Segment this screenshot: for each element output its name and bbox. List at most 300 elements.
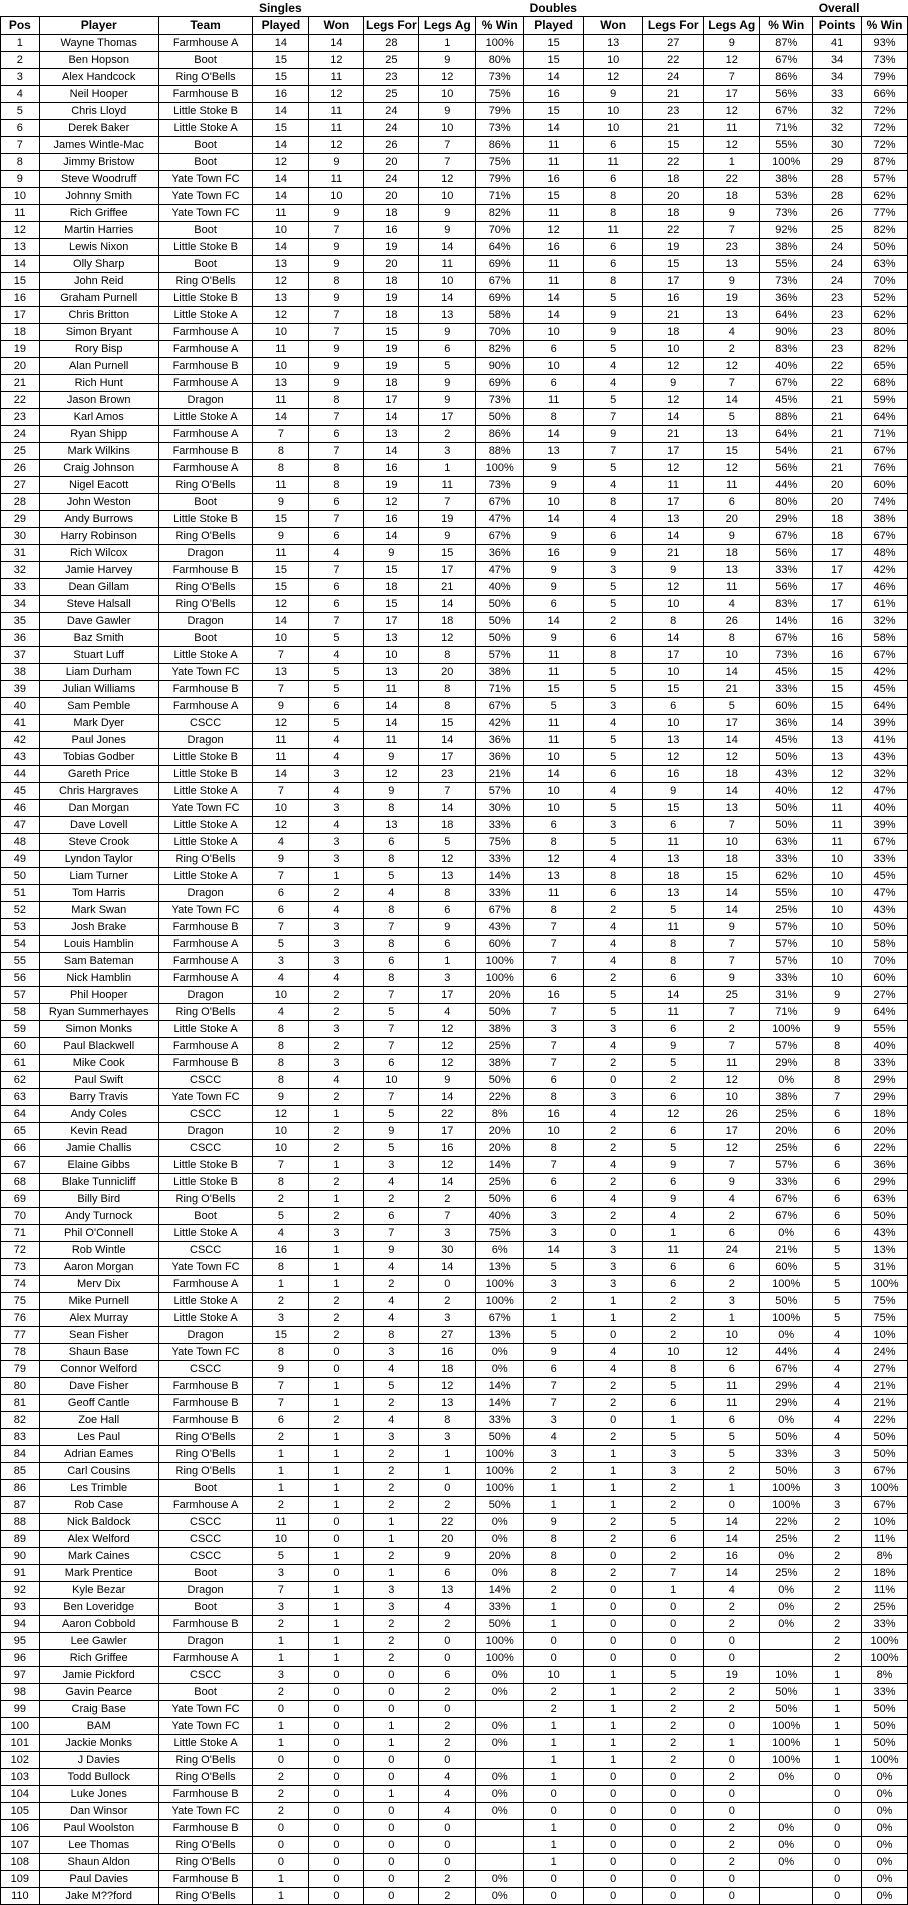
cell-player: Harry Robinson [39, 528, 158, 545]
cell-singles-played: 8 [253, 1174, 309, 1191]
cell-pos: 48 [1, 834, 40, 851]
cell-player: Ben Hopson [39, 52, 158, 69]
cell-doubles-played: 11 [524, 664, 584, 681]
cell-player: Jimmy Bristow [39, 154, 158, 171]
cell-overall-points: 15 [813, 681, 862, 698]
cell-doubles-legs-ag: 6 [704, 1259, 760, 1276]
cell-doubles-legs-for: 0 [643, 1633, 704, 1650]
cell-pos: 94 [1, 1616, 40, 1633]
cell-singles-legs-ag: 2 [419, 1718, 476, 1735]
cell-doubles-won: 0 [584, 1548, 643, 1565]
cell-player: Barry Travis [39, 1089, 158, 1106]
table-row [1, 579, 908, 596]
cell-doubles-won: 8 [584, 868, 643, 885]
cell-singles-won: 7 [309, 613, 364, 630]
cell-singles-won: 1 [309, 1616, 364, 1633]
cell-pos: 42 [1, 732, 40, 749]
group-overall: Overall [813, 0, 908, 17]
cell-team: Farmhouse B [158, 86, 253, 103]
cell-doubles-won: 4 [584, 953, 643, 970]
cell-doubles-legs-for: 0 [643, 1786, 704, 1803]
cell-team: Farmhouse A [158, 698, 253, 715]
cell-doubles-legs-for: 0 [643, 1769, 704, 1786]
cell-singles-win-pct [476, 1820, 524, 1837]
cell-doubles-win-pct: 53% [760, 188, 813, 205]
cell-singles-legs-ag: 2 [419, 1871, 476, 1888]
cell-singles-legs-for: 16 [364, 460, 419, 477]
table-row [1, 69, 908, 86]
cell-overall-points: 1 [813, 1701, 862, 1718]
cell-doubles-played: 13 [524, 868, 584, 885]
cell-singles-legs-ag: 12 [419, 69, 476, 86]
cell-doubles-legs-ag: 0 [704, 1752, 760, 1769]
cell-pos: 59 [1, 1021, 40, 1038]
cell-doubles-legs-for: 5 [643, 1429, 704, 1446]
table-row [1, 358, 908, 375]
cell-singles-legs-ag: 16 [419, 1344, 476, 1361]
cell-doubles-won: 6 [584, 239, 643, 256]
cell-singles-legs-for: 4 [364, 1174, 419, 1191]
cell-doubles-legs-for: 11 [643, 477, 704, 494]
cell-pos: 75 [1, 1293, 40, 1310]
cell-player: Mark Dyer [39, 715, 158, 732]
cell-player: Stuart Luff [39, 647, 158, 664]
cell-doubles-won: 5 [584, 341, 643, 358]
cell-doubles-legs-ag: 10 [704, 1089, 760, 1106]
cell-singles-played: 2 [253, 1769, 309, 1786]
cell-singles-won: 2 [309, 1310, 364, 1327]
cell-doubles-win-pct: 57% [760, 1038, 813, 1055]
cell-pos: 33 [1, 579, 40, 596]
cell-singles-legs-for: 5 [364, 1106, 419, 1123]
cell-overall-win-pct: 21% [862, 1378, 908, 1395]
cell-doubles-won: 3 [584, 562, 643, 579]
cell-player: John Weston [39, 494, 158, 511]
cell-overall-win-pct: 8% [862, 1667, 908, 1684]
cell-singles-played: 1 [253, 1735, 309, 1752]
cell-player: Elaine Gibbs [39, 1157, 158, 1174]
cell-doubles-won: 1 [584, 1446, 643, 1463]
cell-doubles-legs-for: 16 [643, 290, 704, 307]
cell-singles-played: 4 [253, 1004, 309, 1021]
cell-doubles-legs-ag: 20 [704, 511, 760, 528]
cell-overall-points: 2 [813, 1633, 862, 1650]
cell-singles-legs-for: 9 [364, 749, 419, 766]
cell-pos: 89 [1, 1531, 40, 1548]
cell-overall-win-pct: 0% [862, 1786, 908, 1803]
cell-singles-win-pct: 73% [476, 120, 524, 137]
cell-pos: 60 [1, 1038, 40, 1055]
cell-doubles-win-pct: 50% [760, 1293, 813, 1310]
cell-singles-legs-ag: 15 [419, 545, 476, 562]
cell-player: Jamie Pickford [39, 1667, 158, 1684]
cell-doubles-win-pct: 10% [760, 1667, 813, 1684]
cell-doubles-won: 1 [584, 1480, 643, 1497]
cell-doubles-won: 4 [584, 783, 643, 800]
cell-doubles-legs-ag: 15 [704, 868, 760, 885]
cell-pos: 41 [1, 715, 40, 732]
cell-doubles-win-pct: 64% [760, 426, 813, 443]
cell-doubles-legs-for: 14 [643, 409, 704, 426]
cell-singles-win-pct: 50% [476, 1191, 524, 1208]
cell-doubles-legs-ag: 4 [704, 1582, 760, 1599]
cell-player: Zoe Hall [39, 1412, 158, 1429]
cell-player: Jackie Monks [39, 1735, 158, 1752]
cell-doubles-legs-for: 9 [643, 1157, 704, 1174]
cell-doubles-played: 0 [524, 1650, 584, 1667]
cell-team: Yate Town FC [158, 1718, 253, 1735]
cell-doubles-legs-for: 12 [643, 579, 704, 596]
cell-doubles-played: 3 [524, 1208, 584, 1225]
cell-team: Little Stoke A [158, 1225, 253, 1242]
cell-doubles-played: 12 [524, 222, 584, 239]
cell-pos: 25 [1, 443, 40, 460]
cell-singles-won: 0 [309, 1752, 364, 1769]
cell-doubles-legs-ag: 26 [704, 613, 760, 630]
cell-doubles-won: 13 [584, 35, 643, 52]
cell-doubles-won: 2 [584, 1514, 643, 1531]
cell-singles-legs-for: 1 [364, 1531, 419, 1548]
cell-singles-won: 6 [309, 579, 364, 596]
cell-doubles-legs-for: 13 [643, 885, 704, 902]
cell-doubles-won: 9 [584, 426, 643, 443]
cell-singles-legs-for: 6 [364, 834, 419, 851]
cell-singles-won: 7 [309, 511, 364, 528]
cell-team: Little Stoke A [158, 1735, 253, 1752]
cell-singles-legs-for: 2 [364, 1446, 419, 1463]
cell-singles-win-pct: 38% [476, 1021, 524, 1038]
cell-doubles-legs-for: 6 [643, 1021, 704, 1038]
cell-doubles-played: 10 [524, 324, 584, 341]
cell-doubles-played: 3 [524, 1225, 584, 1242]
table-row [1, 1701, 908, 1718]
cell-singles-won: 8 [309, 460, 364, 477]
cell-player: John Reid [39, 273, 158, 290]
cell-doubles-won: 5 [584, 596, 643, 613]
cell-pos: 51 [1, 885, 40, 902]
cell-overall-points: 9 [813, 987, 862, 1004]
cell-singles-legs-ag: 9 [419, 205, 476, 222]
cell-doubles-legs-ag: 10 [704, 1327, 760, 1344]
cell-overall-win-pct: 57% [862, 171, 908, 188]
cell-doubles-played: 14 [524, 426, 584, 443]
cell-overall-win-pct: 45% [862, 868, 908, 885]
cell-pos: 61 [1, 1055, 40, 1072]
cell-overall-points: 0 [813, 1871, 862, 1888]
cell-doubles-win-pct: 38% [760, 171, 813, 188]
cell-doubles-legs-for: 2 [643, 1327, 704, 1344]
cell-singles-played: 0 [253, 1701, 309, 1718]
cell-singles-played: 2 [253, 1191, 309, 1208]
cell-doubles-played: 9 [524, 1344, 584, 1361]
cell-overall-points: 28 [813, 171, 862, 188]
cell-singles-won: 9 [309, 341, 364, 358]
cell-overall-points: 1 [813, 1735, 862, 1752]
cell-singles-played: 11 [253, 732, 309, 749]
cell-singles-legs-for: 12 [364, 494, 419, 511]
cell-team: Ring O'Bells [158, 1446, 253, 1463]
cell-singles-win-pct: 86% [476, 137, 524, 154]
cell-singles-played: 10 [253, 1140, 309, 1157]
cell-singles-legs-for: 4 [364, 1293, 419, 1310]
cell-overall-points: 0 [813, 1820, 862, 1837]
cell-player: Andy Burrows [39, 511, 158, 528]
cell-singles-legs-for: 1 [364, 1514, 419, 1531]
cell-singles-legs-ag: 7 [419, 154, 476, 171]
cell-singles-played: 16 [253, 86, 309, 103]
cell-singles-legs-for: 10 [364, 647, 419, 664]
cell-player: Dean Gillam [39, 579, 158, 596]
cell-overall-win-pct: 48% [862, 545, 908, 562]
cell-team: Boot [158, 630, 253, 647]
cell-doubles-played: 7 [524, 953, 584, 970]
cell-doubles-played: 0 [524, 1633, 584, 1650]
cell-doubles-won: 2 [584, 1174, 643, 1191]
cell-doubles-played: 7 [524, 936, 584, 953]
cell-singles-won: 3 [309, 919, 364, 936]
cell-singles-win-pct: 90% [476, 358, 524, 375]
cell-singles-win-pct: 20% [476, 1548, 524, 1565]
cell-doubles-win-pct: 57% [760, 919, 813, 936]
cell-singles-played: 14 [253, 35, 309, 52]
cell-doubles-legs-ag: 0 [704, 1803, 760, 1820]
cell-team: Little Stoke B [158, 749, 253, 766]
cell-pos: 50 [1, 868, 40, 885]
cell-overall-points: 15 [813, 698, 862, 715]
table-row [1, 290, 908, 307]
cell-singles-win-pct: 8% [476, 1106, 524, 1123]
cell-overall-win-pct: 43% [862, 749, 908, 766]
cell-team: CSCC [158, 1667, 253, 1684]
cell-team: Ring O'Bells [158, 1854, 253, 1871]
table-row [1, 460, 908, 477]
cell-doubles-played: 5 [524, 1259, 584, 1276]
cell-overall-points: 2 [813, 1514, 862, 1531]
cell-doubles-legs-ag: 2 [704, 1769, 760, 1786]
cell-pos: 2 [1, 52, 40, 69]
cell-pos: 69 [1, 1191, 40, 1208]
cell-singles-played: 10 [253, 1531, 309, 1548]
cell-doubles-legs-for: 11 [643, 1004, 704, 1021]
cell-singles-legs-for: 28 [364, 35, 419, 52]
cell-singles-win-pct: 100% [476, 970, 524, 987]
cell-singles-legs-for: 0 [364, 1752, 419, 1769]
cell-singles-won: 8 [309, 392, 364, 409]
cell-overall-points: 6 [813, 1225, 862, 1242]
cell-team: Ring O'Bells [158, 1837, 253, 1854]
cell-overall-points: 5 [813, 1259, 862, 1276]
cell-doubles-win-pct: 71% [760, 120, 813, 137]
cell-doubles-legs-for: 0 [643, 1803, 704, 1820]
cell-pos: 45 [1, 783, 40, 800]
table-row [1, 1327, 908, 1344]
cell-singles-legs-ag: 10 [419, 188, 476, 205]
cell-doubles-won: 8 [584, 205, 643, 222]
table-row [1, 1565, 908, 1582]
cell-singles-legs-for: 8 [364, 970, 419, 987]
cell-singles-legs-ag: 2 [419, 1684, 476, 1701]
cell-doubles-legs-ag: 7 [704, 936, 760, 953]
cell-doubles-legs-for: 0 [643, 1871, 704, 1888]
cell-singles-played: 15 [253, 511, 309, 528]
cell-doubles-legs-ag: 5 [704, 698, 760, 715]
cell-overall-points: 3 [813, 1446, 862, 1463]
cell-overall-points: 1 [813, 1752, 862, 1769]
cell-doubles-win-pct: 67% [760, 375, 813, 392]
cell-player: Olly Sharp [39, 256, 158, 273]
cell-player: Adrian Eames [39, 1446, 158, 1463]
cell-singles-win-pct: 100% [476, 1650, 524, 1667]
cell-singles-win-pct [476, 1854, 524, 1871]
cell-doubles-legs-ag: 14 [704, 902, 760, 919]
header-singles-legs-ag: Legs Ag [419, 17, 476, 35]
cell-doubles-win-pct: 54% [760, 443, 813, 460]
cell-doubles-won: 0 [584, 1769, 643, 1786]
cell-doubles-won: 0 [584, 1837, 643, 1854]
cell-doubles-legs-for: 13 [643, 732, 704, 749]
cell-singles-legs-for: 0 [364, 1888, 419, 1905]
cell-doubles-legs-for: 6 [643, 1395, 704, 1412]
cell-doubles-played: 8 [524, 1140, 584, 1157]
cell-singles-win-pct: 20% [476, 1123, 524, 1140]
cell-overall-points: 0 [813, 1786, 862, 1803]
cell-doubles-legs-for: 14 [643, 528, 704, 545]
cell-singles-win-pct: 14% [476, 868, 524, 885]
cell-overall-win-pct: 100% [862, 1752, 908, 1769]
cell-player: Lee Thomas [39, 1837, 158, 1854]
cell-overall-points: 29 [813, 154, 862, 171]
cell-doubles-win-pct: 63% [760, 834, 813, 851]
cell-doubles-played: 10 [524, 800, 584, 817]
cell-singles-won: 8 [309, 477, 364, 494]
cell-singles-win-pct: 57% [476, 647, 524, 664]
cell-team: Farmhouse B [158, 1786, 253, 1803]
cell-doubles-won: 2 [584, 970, 643, 987]
cell-doubles-legs-for: 20 [643, 188, 704, 205]
cell-overall-points: 14 [813, 715, 862, 732]
cell-pos: 58 [1, 1004, 40, 1021]
cell-pos: 18 [1, 324, 40, 341]
cell-singles-legs-for: 14 [364, 528, 419, 545]
cell-overall-points: 23 [813, 341, 862, 358]
cell-team: Farmhouse B [158, 1055, 253, 1072]
cell-overall-win-pct: 39% [862, 817, 908, 834]
cell-singles-legs-for: 19 [364, 290, 419, 307]
cell-doubles-legs-for: 10 [643, 341, 704, 358]
cell-pos: 68 [1, 1174, 40, 1191]
cell-doubles-played: 6 [524, 817, 584, 834]
cell-singles-won: 2 [309, 1174, 364, 1191]
cell-doubles-legs-ag: 14 [704, 885, 760, 902]
cell-pos: 83 [1, 1429, 40, 1446]
cell-singles-won: 2 [309, 1412, 364, 1429]
table-row [1, 1667, 908, 1684]
cell-singles-legs-for: 18 [364, 307, 419, 324]
cell-overall-win-pct: 29% [862, 1174, 908, 1191]
cell-doubles-legs-for: 2 [643, 1735, 704, 1752]
cell-overall-points: 2 [813, 1582, 862, 1599]
cell-overall-points: 9 [813, 1021, 862, 1038]
cell-singles-legs-for: 26 [364, 137, 419, 154]
cell-pos: 102 [1, 1752, 40, 1769]
cell-singles-played: 0 [253, 1820, 309, 1837]
cell-singles-win-pct: 50% [476, 596, 524, 613]
cell-pos: 11 [1, 205, 40, 222]
cell-doubles-win-pct: 71% [760, 1004, 813, 1021]
cell-doubles-win-pct [760, 1633, 813, 1650]
cell-doubles-legs-for: 11 [643, 1242, 704, 1259]
cell-pos: 84 [1, 1446, 40, 1463]
cell-overall-points: 0 [813, 1854, 862, 1871]
cell-team: Farmhouse A [158, 426, 253, 443]
cell-pos: 44 [1, 766, 40, 783]
cell-overall-points: 2 [813, 1650, 862, 1667]
cell-doubles-legs-for: 10 [643, 715, 704, 732]
table-row [1, 749, 908, 766]
table-row [1, 1276, 908, 1293]
cell-doubles-legs-for: 17 [643, 647, 704, 664]
cell-team: Boot [158, 256, 253, 273]
cell-singles-win-pct: 69% [476, 256, 524, 273]
table-row [1, 222, 908, 239]
cell-doubles-legs-for: 6 [643, 1123, 704, 1140]
cell-singles-played: 12 [253, 596, 309, 613]
cell-doubles-win-pct: 0% [760, 1412, 813, 1429]
cell-overall-points: 10 [813, 851, 862, 868]
cell-singles-win-pct: 60% [476, 936, 524, 953]
cell-overall-win-pct: 31% [862, 1259, 908, 1276]
cell-doubles-legs-ag: 12 [704, 1140, 760, 1157]
cell-overall-win-pct: 71% [862, 426, 908, 443]
cell-singles-won: 1 [309, 1242, 364, 1259]
cell-singles-played: 11 [253, 477, 309, 494]
cell-doubles-won: 0 [584, 1854, 643, 1871]
cell-singles-won: 7 [309, 307, 364, 324]
cell-doubles-won: 5 [584, 290, 643, 307]
cell-team: Ring O'Bells [158, 1191, 253, 1208]
cell-overall-points: 10 [813, 953, 862, 970]
cell-singles-played: 7 [253, 647, 309, 664]
cell-team: Little Stoke B [158, 766, 253, 783]
cell-singles-won: 0 [309, 1769, 364, 1786]
cell-overall-points: 23 [813, 290, 862, 307]
cell-doubles-played: 10 [524, 1123, 584, 1140]
cell-overall-points: 8 [813, 1038, 862, 1055]
cell-pos: 46 [1, 800, 40, 817]
cell-singles-win-pct: 100% [476, 1293, 524, 1310]
cell-doubles-legs-for: 18 [643, 205, 704, 222]
cell-doubles-won: 2 [584, 1531, 643, 1548]
cell-singles-played: 9 [253, 698, 309, 715]
cell-player: Simon Bryant [39, 324, 158, 341]
cell-doubles-legs-for: 21 [643, 426, 704, 443]
cell-singles-played: 8 [253, 1021, 309, 1038]
cell-singles-played: 5 [253, 936, 309, 953]
cell-singles-won: 1 [309, 1191, 364, 1208]
cell-player: Les Trimble [39, 1480, 158, 1497]
cell-doubles-win-pct: 29% [760, 1378, 813, 1395]
cell-doubles-played: 11 [524, 205, 584, 222]
cell-singles-win-pct: 33% [476, 851, 524, 868]
cell-overall-points: 2 [813, 1531, 862, 1548]
cell-player: Josh Brake [39, 919, 158, 936]
cell-singles-win-pct: 67% [476, 1310, 524, 1327]
header-doubles-legs-ag: Legs Ag [704, 17, 760, 35]
cell-doubles-win-pct: 36% [760, 290, 813, 307]
table-row [1, 817, 908, 834]
cell-singles-win-pct: 67% [476, 902, 524, 919]
cell-singles-legs-ag: 1 [419, 460, 476, 477]
